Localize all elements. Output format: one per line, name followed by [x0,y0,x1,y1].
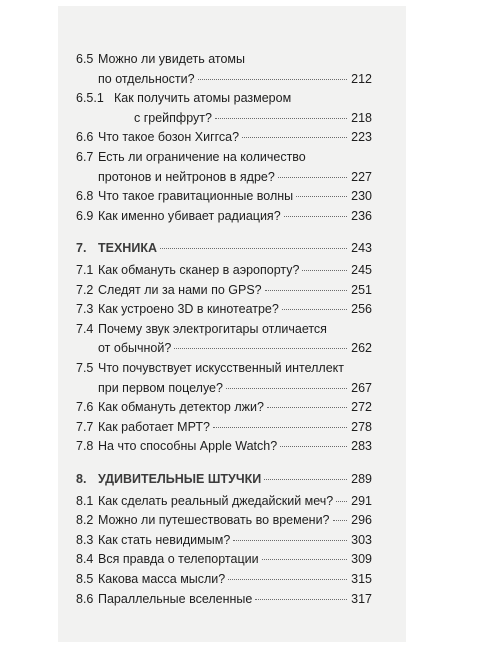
page-number: 309 [351,552,372,567]
dot-leader [262,559,347,560]
entry-title: Почему звук электрогитары отличается [98,321,327,336]
entry-title: Как именно убивает радиация? [98,208,281,223]
dot-leader [264,479,347,480]
dot-leader [160,248,347,249]
dot-leader [228,579,347,580]
dot-leader [265,290,347,291]
page-number: 251 [351,282,372,297]
entry-title: Параллельные вселенные [98,591,253,606]
entry-title: с грейпфрут? [134,110,212,125]
entry-title: Что почувствует искусственный интеллект [98,361,344,375]
entry-title: при первом поцелуе? [98,380,223,395]
page-number: 289 [351,472,372,486]
dot-leader [284,216,347,217]
entry-title: по отдельности? [98,71,195,86]
page-number: 243 [351,241,372,256]
page-number: 256 [351,302,372,317]
page-number: 278 [351,419,372,434]
page-number: 315 [351,572,372,586]
dot-leader [233,540,347,541]
page-number: 230 [351,189,372,204]
entry-title: Есть ли ограничение на количество [98,150,306,164]
entry-title: Как обмануть сканер в аэропорту? [98,263,300,277]
entry-title: Следят ли за нами по GPS? [98,282,262,297]
dot-leader [333,520,347,521]
entry-title: Как работает МРТ? [98,419,210,434]
dot-leader [174,348,347,349]
entry-title: Как стать невидимым? [98,532,231,547]
page-number: 212 [351,71,372,86]
dot-leader [226,388,347,389]
dot-leader [296,196,347,197]
dot-leader [215,118,347,119]
dot-leader [255,599,347,600]
entry-title: Как устроено 3D в кинотеатре? [98,302,279,317]
entry-title: Как получить атомы размером [114,91,292,106]
page-number: 245 [351,263,372,277]
chapter-title: УДИВИТЕЛЬНЫЕ ШТУЧКИ [98,472,262,486]
dot-leader [213,427,347,428]
page-number: 227 [351,169,372,184]
dot-leader [242,137,347,138]
page-number: 317 [351,591,372,606]
dot-leader [278,177,347,178]
dot-leader [280,446,347,447]
entry-title: Какова масса мысли? [98,572,226,586]
entry-title: На что способны Apple Watch? [98,439,278,454]
page-number: 272 [351,400,372,415]
entry-title: Как сделать реальный джедайский меч? [98,493,334,508]
entry-title: Что такое бозон Хиггса? [98,130,240,145]
entry-title: Можно ли увидеть атомы [98,52,246,66]
entry-title: Что такое гравитационные волны [98,189,294,204]
page-number: 303 [351,532,372,547]
chapter-title: ТЕХНИКА [98,241,157,256]
entry-title: Вся правда о телепортации [98,552,259,567]
dot-leader [302,270,347,271]
page-number: 236 [351,208,372,223]
dot-leader [267,407,347,408]
page-number: 267 [351,380,372,395]
dot-leader [336,501,347,502]
entry-title: от обычной? [98,341,172,356]
page-number: 291 [351,493,372,508]
page-number: 262 [351,341,372,356]
page-number: 296 [351,513,372,528]
page-number: 218 [351,110,372,125]
dot-leader [282,309,347,310]
page-number: 223 [351,130,372,145]
entry-title: протонов и нейтронов в ядре? [98,169,275,184]
page-number: 283 [351,439,372,454]
entry-title: Можно ли путешествовать во времени? [98,513,330,528]
entry-title: Как обмануть детектор лжи? [98,400,264,415]
dot-leader [198,79,347,80]
